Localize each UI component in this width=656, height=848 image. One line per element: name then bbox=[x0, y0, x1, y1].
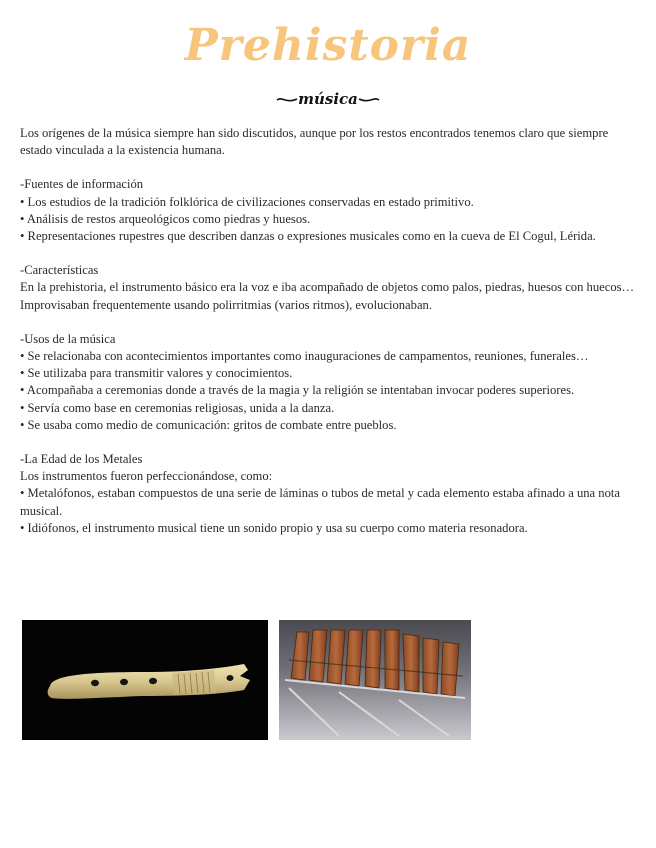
fuentes-item: • Análisis de restos arqueológicos como piedras y huesos. bbox=[20, 211, 311, 226]
metales-item: • Metalófonos, estaban compuestos de una serie de láminas o tubos de metal y cada elemento estaba afinado a una nota musical. bbox=[20, 486, 620, 518]
metales-heading: -La Edad de los Metales bbox=[20, 452, 143, 467]
bone-flute-illustration bbox=[22, 620, 268, 740]
right-swash-icon bbox=[358, 96, 380, 104]
page-title: Prehistoria bbox=[184, 20, 472, 71]
metales-item: • Idiófonos, el instrumento musical tiene un sonido propio y usa su cuerpo como materia resonadora. bbox=[20, 520, 528, 535]
metales-intro: Los instrumentos fueron perfeccionándose, como: bbox=[20, 469, 273, 484]
caracteristicas-body: En la prehistoria, el instrumento básico era la voz e iba acompañado de objetos como palos, piedras, huesos con huecos… Improvisaban frequentemente usando polirritmias (varios ritmos), evolucionaban. bbox=[20, 280, 635, 312]
intro-paragraph: Los orígenes de la música siempre han sido discutidos, aunque por los restos encontrados tenemos claro que siempre estado vinculada a la existencia humana. bbox=[20, 126, 609, 158]
usos-item: • Se utilizaba para transmitir valores y conocimientos. bbox=[20, 366, 293, 381]
bone-flute-photo bbox=[22, 620, 268, 740]
usos-heading: -Usos de la música bbox=[20, 331, 116, 346]
fuentes-item: • Representaciones rupestres que describen danzas o expresiones musicales como en la cueva de El Cogul, Lérida. bbox=[20, 229, 596, 244]
left-swash-icon bbox=[276, 96, 298, 104]
usos-item: • Se relacionaba con acontecimientos importantes como inauguraciones de campamentos, reuniones, funerales… bbox=[20, 349, 589, 364]
subtitle-text: música bbox=[298, 90, 358, 108]
document-body bbox=[20, 125, 636, 537]
usos-item: • Servía como base en ceremonias religiosas, unida a la danza. bbox=[20, 400, 335, 415]
fuentes-item: • Los estudios de la tradición folklórica de civilizaciones conservadas en estado primitivo. bbox=[20, 194, 474, 209]
subtitle-wrap bbox=[0, 90, 656, 109]
page-subtitle bbox=[276, 90, 380, 108]
fuentes-heading: -Fuentes de información bbox=[20, 177, 144, 192]
caracteristicas-heading: -Características bbox=[20, 263, 99, 278]
usos-item: • Se usaba como medio de comunicación: gritos de combate entre pueblos. bbox=[20, 417, 397, 432]
usos-item: • Acompañaba a ceremonias donde a través de la magia y la religión se intentaban invocar poderes superiores. bbox=[20, 383, 575, 398]
wooden-xylophone-photo bbox=[279, 620, 471, 740]
xylophone-illustration bbox=[279, 620, 471, 740]
